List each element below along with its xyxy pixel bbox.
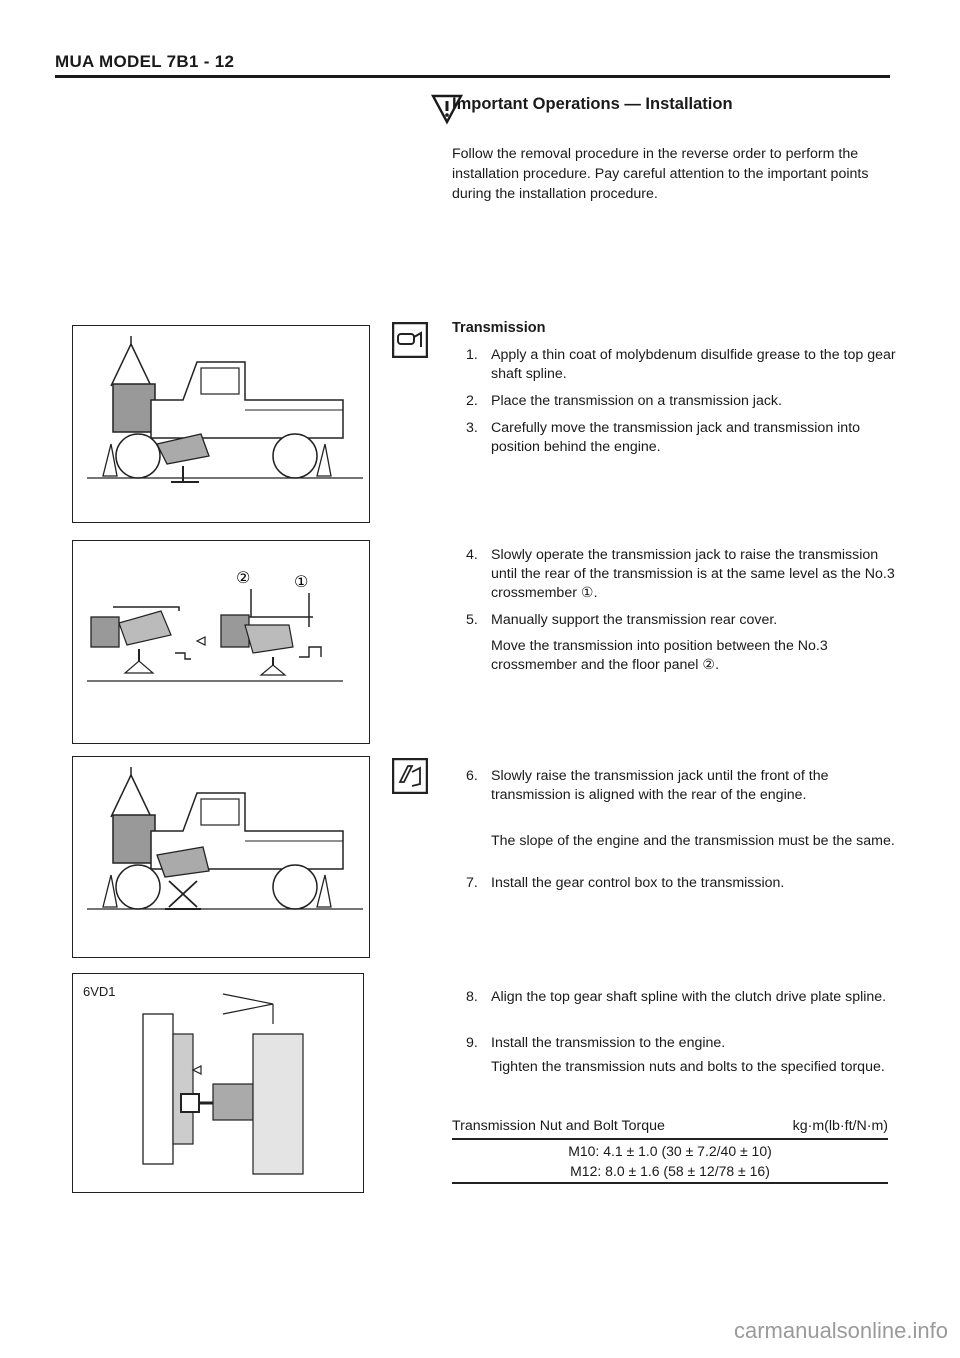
- intro-paragraph: Follow the removal procedure in the reverse order to perform the installation procedure. Pay careful attention to the important points during the installation procedure.: [452, 146, 869, 202]
- step-text: Manually support the transmission rear cover.: [491, 612, 778, 628]
- step-text: Slowly operate the transmission jack to raise the transmission until the rear of the transmission is at the same level as the No.3 crossmember ①.: [491, 547, 895, 601]
- section-title: Important Operations — Installation: [452, 95, 733, 113]
- step-9-detail: Tighten the transmission nuts and bolts to the specified torque.: [491, 1059, 885, 1075]
- step-text: Install the gear control box to the transmission.: [491, 875, 785, 891]
- torque-row-m12: M12: 8.0 ± 1.6 (58 ± 12/78 ± 16): [570, 1163, 770, 1179]
- page-header: MUA MODEL 7B1 - 12: [55, 52, 235, 71]
- step-9: [466, 1034, 906, 1054]
- figure-transmission-alignment: [72, 540, 370, 744]
- torque-table-header: [452, 1118, 888, 1134]
- step-text: Align the top gear shaft spline with the clutch drive plate spline.: [491, 989, 887, 1005]
- watermark: carmanualsonline.info: [733, 1318, 948, 1343]
- step-text: Apply a thin coat of molybdenum disulfide grease to the top gear shaft spline.: [491, 347, 896, 382]
- step-3: [466, 419, 906, 459]
- step-number: 9.: [466, 1035, 478, 1051]
- header-rule: [55, 75, 890, 78]
- step-5: [466, 611, 906, 631]
- torque-unit: kg·m(lb·ft/N·m): [792, 1118, 888, 1134]
- callout-2: ②: [236, 568, 251, 587]
- torque-row-m10: M10: 4.1 ± 1.0 (30 ± 7.2/40 ± 10): [568, 1143, 772, 1159]
- step-number: 7.: [466, 875, 478, 891]
- step-4: [466, 546, 906, 606]
- apply-grease-icon: [392, 322, 428, 358]
- step-8: [466, 988, 906, 1028]
- figure-truck-jack-2: [72, 756, 370, 958]
- clutch-section-illustration: [73, 974, 363, 1192]
- figure-truck-jack-1: [72, 325, 370, 523]
- torque-label: Transmission Nut and Bolt Torque: [452, 1118, 665, 1134]
- align-icon: [392, 758, 428, 794]
- step-text: Place the transmission on a transmission jack.: [491, 393, 782, 409]
- callout-1: ①: [294, 572, 309, 591]
- torque-table-rule: [452, 1138, 888, 1140]
- step-number: 4.: [466, 547, 478, 563]
- step-1: [466, 346, 906, 386]
- figure-label-6vd1: 6VD1: [83, 984, 116, 999]
- step-number: 2.: [466, 393, 478, 409]
- step-number: 1.: [466, 347, 478, 363]
- step-text: Slowly raise the transmission jack until the front of the transmission is aligned with the rear of the engine.: [491, 768, 829, 803]
- step-number: 3.: [466, 420, 478, 436]
- figure-6vd1-section: [72, 973, 364, 1193]
- torque-table-bottom-rule: [452, 1182, 888, 1184]
- step-2: [466, 392, 906, 412]
- truck-illustration-2: [73, 757, 369, 957]
- step-number: 5.: [466, 612, 478, 628]
- step-number: 6.: [466, 768, 478, 784]
- step-text: Install the transmission to the engine.: [491, 1035, 726, 1051]
- truck-illustration-1: [73, 326, 369, 522]
- step-text: Carefully move the transmission jack and transmission into position behind the engine.: [491, 420, 861, 455]
- step-6-detail: The slope of the engine and the transmission must be the same.: [491, 833, 895, 849]
- step-5-detail: Move the transmission into position between the No.3 crossmember and the floor panel ②.: [491, 638, 828, 673]
- transmission-subheading: Transmission: [452, 320, 546, 336]
- step-6: [466, 767, 906, 827]
- step-7: [466, 874, 906, 894]
- alignment-illustration: [73, 541, 369, 743]
- step-number: 8.: [466, 989, 478, 1005]
